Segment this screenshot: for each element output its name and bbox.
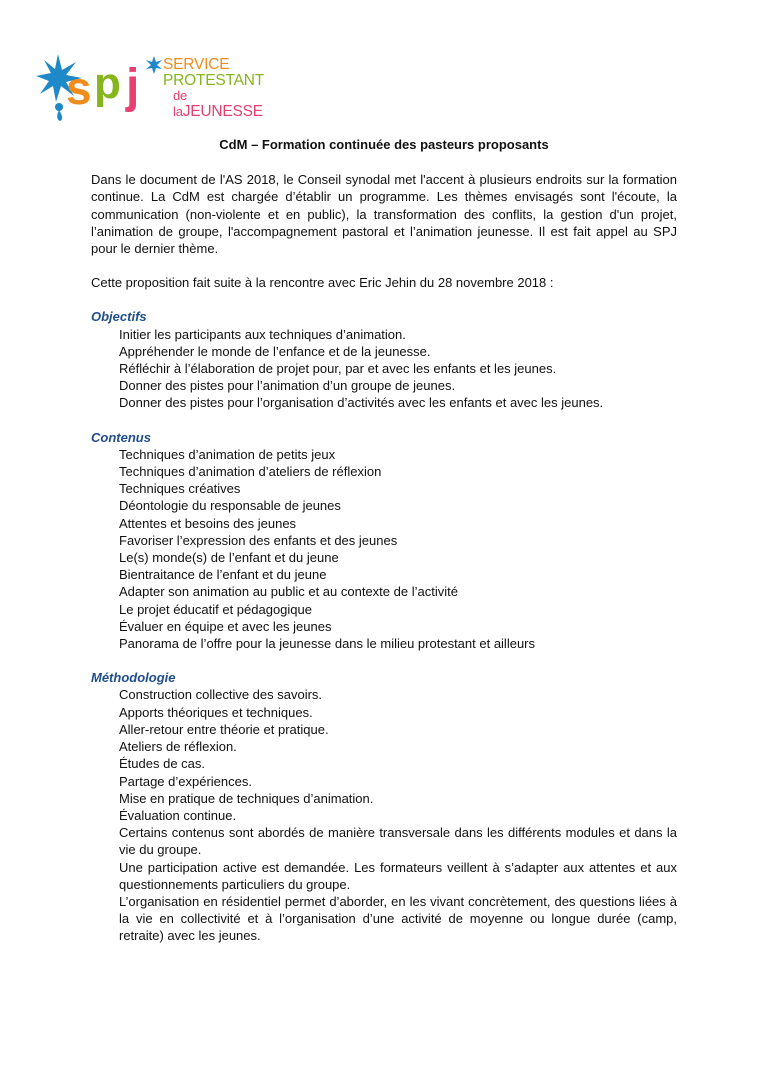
svg-text:p: p (94, 59, 121, 108)
list-item: Évaluation continue. (119, 807, 237, 823)
list-item: Techniques d’animation de petits jeux (119, 446, 336, 462)
list-item: Aller-retour entre théorie et pratique. (119, 721, 329, 737)
list-item: Donner des pistes pour l’animation d’un groupe de jeunes. (119, 378, 456, 394)
spacer (91, 412, 677, 429)
list-item: Initier les participants aux techniques d’animation. (119, 326, 406, 342)
list-item: Donner des pistes pour l’organisation d’activités avec les enfants et avec les jeunes. (119, 395, 604, 411)
logo-line-service: SERVICE (163, 56, 230, 73)
contenus-list (91, 446, 677, 652)
spj-logo-mark-icon (36, 44, 164, 124)
list-item: Ateliers de réflexion. (119, 739, 237, 755)
svg-text:s: s (66, 62, 92, 114)
logo-line-main: JEUNESSE (182, 102, 263, 120)
list-item: Réfléchir à l’élaboration de projet pour, par et avec les enfants et les jeunes. (119, 361, 557, 377)
list-item: Appréhender le monde de l’enfance et de la jeunesse. (119, 343, 431, 359)
spj-logo-wordmark (163, 57, 266, 119)
spacer (91, 291, 677, 308)
list-item: Certains contenus sont abordés de manière transversale dans les différents modules et dans la vie du groupe. (119, 825, 677, 858)
list-item: Déontologie du responsable de jeunes (119, 498, 341, 514)
list-item: Apports théoriques et techniques. (119, 704, 313, 720)
document-title: CdM – Formation continuée des pasteurs proposants (219, 137, 549, 152)
list-item: Une participation active est demandée. Les formateurs veillent à s’adapter aux attentes et aux questionnements particuliers du groupe. (119, 859, 677, 892)
list-item: Panorama de l’offre pour la jeunesse dans le milieu protestant et ailleurs (119, 636, 535, 652)
logo-line-prefix: de la (173, 88, 188, 119)
list-item: Évaluer en équipe et avec les jeunes (119, 618, 332, 634)
methodologie-list (91, 686, 677, 944)
list-item: Techniques créatives (119, 481, 241, 497)
document-body (91, 136, 677, 945)
proposal-paragraph: Cette proposition fait suite à la rencontre avec Eric Jehin du 28 novembre 2018 : (91, 275, 554, 291)
list-item: Favoriser l’expression des enfants et des jeunes (119, 532, 398, 548)
section-heading-objectifs: Objectifs (91, 309, 147, 325)
spacer (91, 257, 677, 274)
logo-line-jeunesse (163, 88, 266, 119)
list-item: Construction collective des savoirs. (119, 687, 323, 703)
spacer (91, 652, 677, 669)
list-item: Mise en pratique de techniques d’animation. (119, 790, 374, 806)
objectifs-list (91, 326, 677, 412)
spj-logo (36, 44, 266, 124)
intro-paragraph: Dans le document de l'AS 2018, le Conseil synodal met l'accent à plusieurs endroits sur la formation continue. La CdM est chargée d’établir un programme. Les thèmes envisagés sont l'écoute, la communication (non-violente et en public), la transformation des conflits, la gestion d'un projet, l’animation de groupe, l'accompagnement pastoral et l’animation jeunesse. Il est fait appel au SPJ pour le dernier thème. (91, 172, 677, 257)
list-item: Le projet éducatif et pédagogique (119, 601, 312, 617)
list-item: Études de cas. (119, 756, 205, 772)
list-item: Adapter son animation au public et au contexte de l’activité (119, 584, 458, 600)
list-item: Bientraitance de l’enfant et du jeune (119, 567, 327, 583)
logo-line-protestant: PROTESTANT (163, 71, 265, 89)
list-item: Techniques d’animation d’ateliers de réflexion (119, 464, 382, 480)
list-item: L’organisation en résidentiel permet d’aborder, en les vivant concrètement, des questions liées à la vie en collectivité et à l’organisation d’une activité de moyenne ou longue durée (camp, retraite) avec les jeunes. (119, 893, 677, 944)
section-heading-methodologie: Méthodologie (91, 670, 176, 686)
list-item: Partage d’expériences. (119, 773, 252, 789)
list-item: Le(s) monde(s) de l’enfant et du jeune (119, 550, 339, 566)
list-item: Attentes et besoins des jeunes (119, 515, 297, 531)
section-heading-contenus: Contenus (91, 429, 151, 445)
svg-text:j: j (126, 60, 140, 113)
